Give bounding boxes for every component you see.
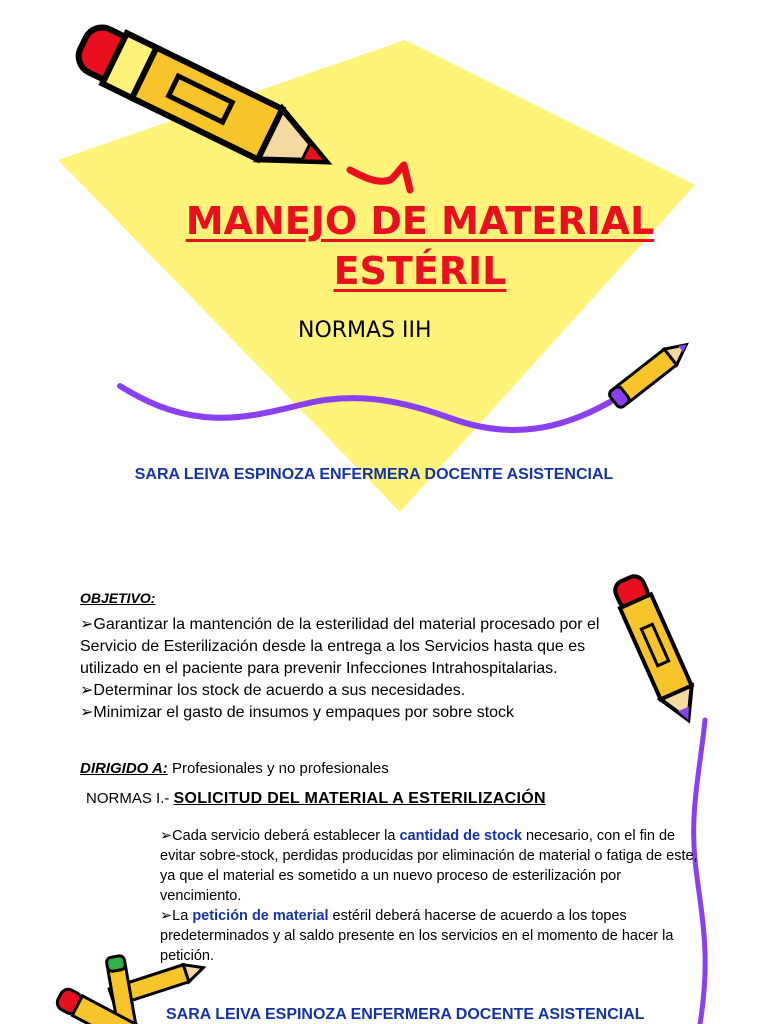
title-line-2: ESTÉRIL [333, 249, 507, 293]
bullet-item: ➢Minimizar el gasto de insumos y empaques por sobre stock [80, 704, 515, 721]
objective-label: OBJETIVO: [80, 590, 156, 606]
bullet-item: ➢Garantizar la mantención de la esterilidad del material procesado por el Servicio de Esterilización desde la entrega a los Servicios hasta que es utilizado en el paciente para prevenir Infecciones Intrahospitalarias. [80, 616, 600, 677]
norm-heading: NORMAS I.- SOLICITUD DEL MATERIAL A ESTERILIZACIÓN [86, 790, 546, 807]
detail-item: ➢Cada servicio deberá establecer la cantidad de stock necesario, con el fin de evitar sobre-stock, perdidas producidas por eliminación de material o fatiga de este, ya que el material es sometido a un nuevo proceso de esterilización por vencimiento. [160, 828, 698, 904]
bullet-item: ➢Determinar los stock de acuerdo a sus necesidades. [80, 682, 466, 699]
norm-detail [160, 826, 700, 966]
detail-item: ➢La petición de material estéril deberá hacerse de acuerdo a los topes predeterminados y al saldo presente en los servicios en el momento de hacer la petición. [160, 908, 674, 964]
content-slide [0, 530, 768, 1024]
audience-label: DIRIGIDO A: [80, 760, 168, 777]
norm-title: SOLICITUD DEL MATERIAL A ESTERILIZACIÓN [173, 790, 546, 807]
author-credit: SARA LEIVA ESPINOZA ENFERMERA DOCENTE ASISTENCIAL [134, 466, 614, 483]
slide-title [150, 196, 690, 296]
audience-line [80, 760, 389, 777]
objective-bullets [80, 614, 640, 724]
title-line-1: MANEJO DE MATERIAL [185, 199, 655, 243]
audience-text: Profesionales y no profesionales [167, 760, 389, 777]
small-pencil-icon [608, 337, 693, 409]
slide-subtitle: NORMAS IIH [298, 318, 432, 343]
author-credit: SARA LEIVA ESPINOZA ENFERMERA DOCENTE ASISTENCIAL [166, 1006, 645, 1023]
